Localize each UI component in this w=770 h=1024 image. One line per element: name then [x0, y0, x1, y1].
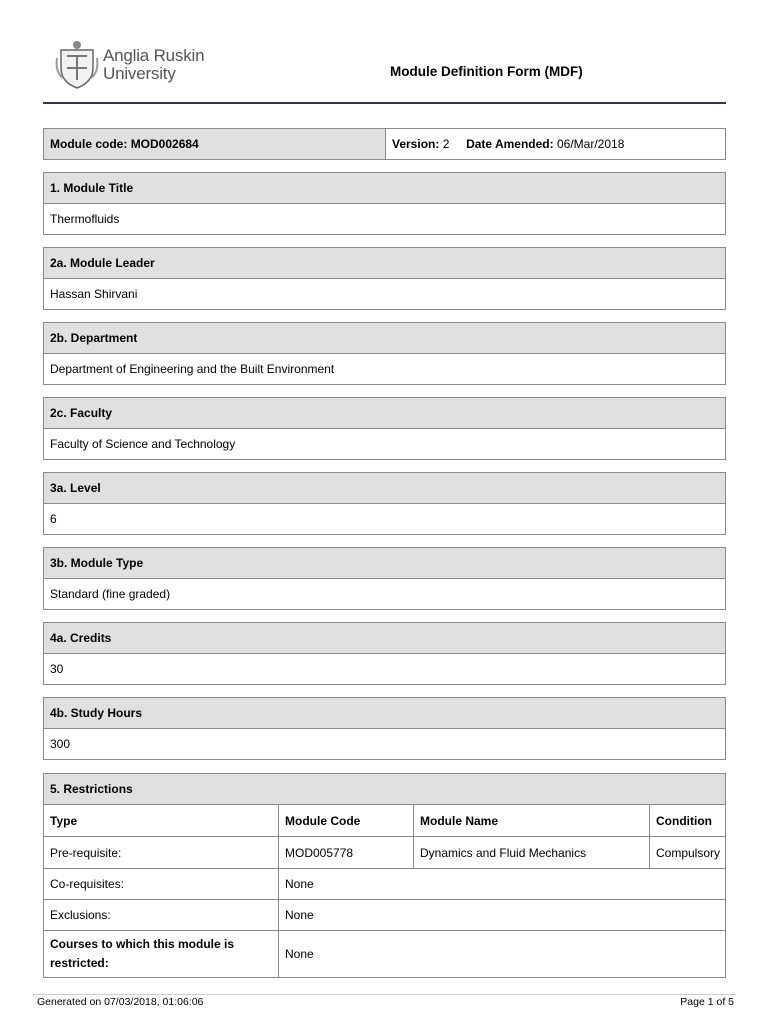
- table-row: [44, 869, 726, 900]
- module-meta-table: [43, 128, 726, 160]
- section-value: Department of Engineering and the Built Environment: [44, 354, 726, 385]
- version-cell: [386, 129, 726, 160]
- section-department: [43, 322, 726, 385]
- corequisites-value: None: [279, 869, 726, 900]
- section-module-title: [43, 172, 726, 235]
- crest-icon: [55, 38, 99, 90]
- restrictions-table: [43, 773, 726, 978]
- section-value: Hassan Shirvani: [44, 279, 726, 310]
- section-heading: 2b. Department: [44, 323, 726, 354]
- section-value: 300: [44, 729, 726, 760]
- logo-line-2: University: [103, 64, 176, 83]
- table-row: [44, 900, 726, 931]
- section-level: [43, 472, 726, 535]
- section-value: Thermofluids: [44, 204, 726, 235]
- section-study-hours: [43, 697, 726, 760]
- footer-divider: [33, 994, 736, 995]
- column-header-condition: Condition: [650, 805, 726, 837]
- module-code-cell: [44, 129, 386, 160]
- module-code-value: MOD002684: [130, 137, 199, 151]
- section-value: Faculty of Science and Technology: [44, 429, 726, 460]
- version-value: 2: [442, 137, 450, 151]
- courses-type: Courses to which this module is restricted:: [44, 931, 279, 978]
- prerequisite-type: Pre-requisite:: [44, 837, 279, 869]
- version-label: Version:: [392, 137, 440, 151]
- section-heading: 1. Module Title: [44, 173, 726, 204]
- table-row: [44, 837, 726, 869]
- exclusions-type: Exclusions:: [44, 900, 279, 931]
- page-number: Page 1 of 5: [680, 996, 734, 1008]
- column-header-module-code: Module Code: [279, 805, 414, 837]
- corequisites-type: Co-requisites:: [44, 869, 279, 900]
- module-code-label: Module code:: [50, 137, 128, 151]
- prerequisite-code: MOD005778: [279, 837, 414, 869]
- column-header-module-name: Module Name: [414, 805, 650, 837]
- section-heading: 2a. Module Leader: [44, 248, 726, 279]
- form-title: Module Definition Form (MDF): [390, 64, 583, 79]
- prerequisite-name: Dynamics and Fluid Mechanics: [414, 837, 650, 869]
- courses-value: None: [279, 931, 726, 978]
- exclusions-value: None: [279, 900, 726, 931]
- section-credits: [43, 622, 726, 685]
- section-faculty: [43, 397, 726, 460]
- section-heading: 3b. Module Type: [44, 548, 726, 579]
- section-value: 30: [44, 654, 726, 685]
- date-amended-value: 06/Mar/2018: [556, 137, 625, 151]
- logo-line-1: Anglia Ruskin: [103, 46, 205, 65]
- header-divider: [43, 102, 726, 104]
- section-value: Standard (fine graded): [44, 579, 726, 610]
- section-heading: 3a. Level: [44, 473, 726, 504]
- university-logo: [55, 38, 225, 90]
- column-header-type: Type: [44, 805, 279, 837]
- section-heading: 4b. Study Hours: [44, 698, 726, 729]
- table-row: [44, 931, 726, 978]
- prerequisite-condition: Compulsory: [650, 837, 726, 869]
- restrictions-heading: 5. Restrictions: [44, 774, 726, 805]
- section-value: 6: [44, 504, 726, 535]
- section-module-leader: [43, 247, 726, 310]
- section-heading: 4a. Credits: [44, 623, 726, 654]
- date-amended-label: Date Amended:: [466, 137, 554, 151]
- generated-timestamp: Generated on 07/03/2018, 01:06:06: [37, 996, 204, 1008]
- section-module-type: [43, 547, 726, 610]
- section-heading: 2c. Faculty: [44, 398, 726, 429]
